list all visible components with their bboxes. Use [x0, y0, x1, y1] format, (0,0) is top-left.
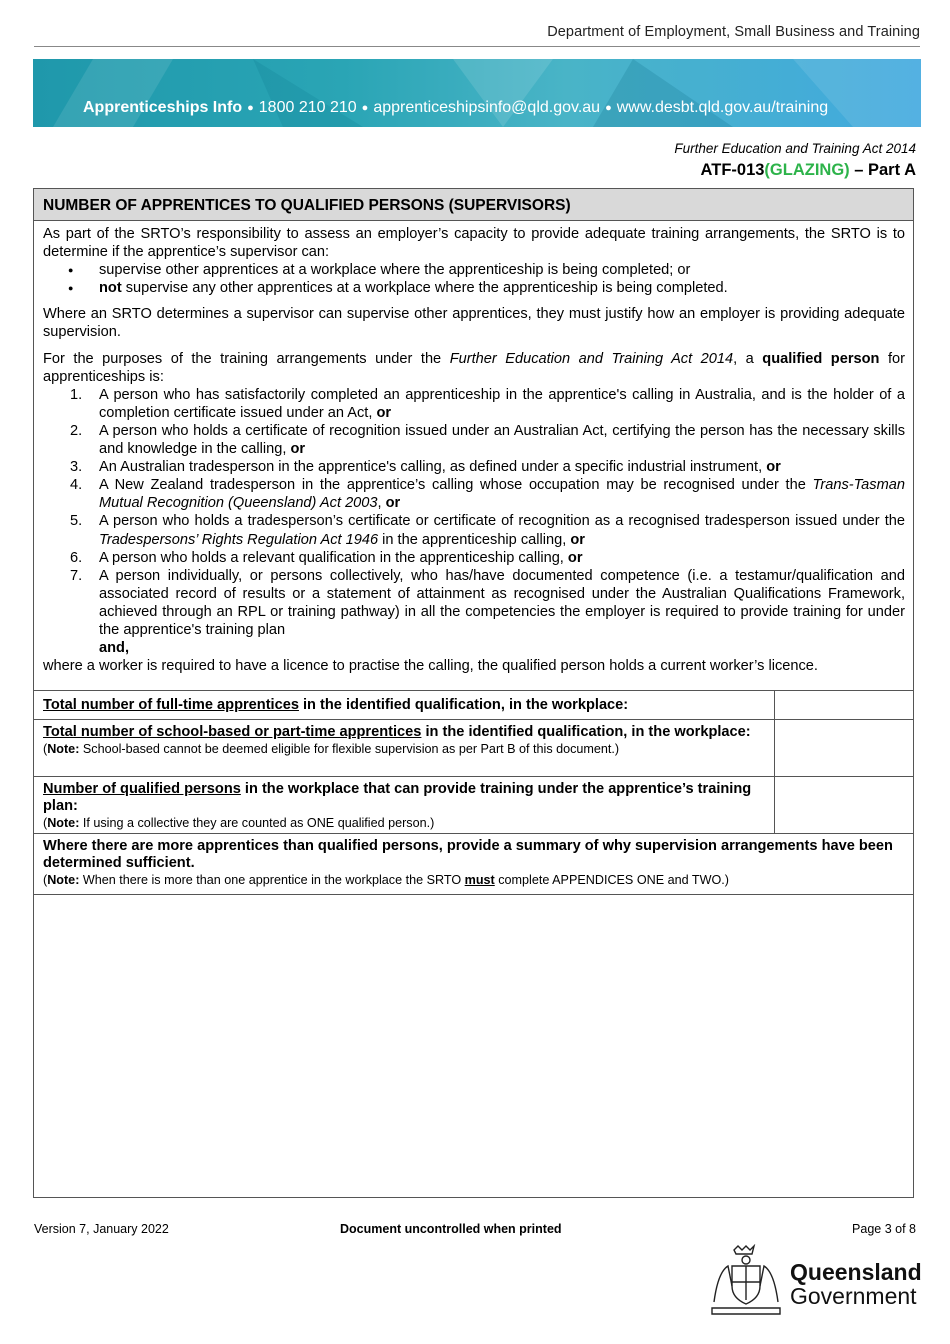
contact-banner [33, 59, 921, 127]
list-item: 3. An Australian tradesperson in the apprentice's calling, as defined under a specific industrial instrument, or [70, 459, 781, 476]
summary-question: Where there are more apprentices than qualified persons, provide a summary of why supervision arrangements have been determined sufficient. (Note: When there is more than one apprentice in the workplace the SRTO must complete APPENDICES ONE and TWO.) [43, 838, 893, 887]
bullet-item: ● not supervise any other apprentices at a workplace where the apprenticeship is being completed. [43, 279, 905, 297]
qualified-persons-answer-field[interactable] [774, 777, 913, 833]
banner-website[interactable]: www.desbt.qld.gov.au/training [616, 99, 829, 116]
act-title: Further Education and Training Act 2014 [674, 141, 916, 156]
list-item: 7. A person individually, or persons collectively, who has/have documented competence (i.e. a testamur/qualification and associated record of results or a statement of attainment as recognised under the Australian Qualifications Framework, achieved through an RPL or training pathway) in all the competencies the employer is required to provide training for under the apprentice's training plan and, [70, 567, 905, 657]
intro-paragraph: As part of the SRTO’s responsibility to assess an employer’s capacity to provide adequate training arrangements, the SRTO is to determine if the apprentice’s supervisor can: [43, 226, 905, 261]
department-name: Department of Employment, Small Business and Training [547, 24, 920, 40]
fulltime-question: Total number of full-time apprentices in the identified qualification, in the workplace: [43, 697, 629, 713]
section-body [43, 225, 905, 675]
list-item: 5. A person who holds a tradesperson’s certificate or certificate of recognition as a recognised tradesperson issued under the Tradespersons’ Rights Regulation Act 1946 in the apprenticeship calling, or [70, 513, 905, 548]
banner-phone[interactable]: 1800 210 210 [258, 99, 357, 116]
supervision-section [33, 188, 914, 1198]
page-number: Page 3 of 8 [852, 1222, 916, 1236]
form-part: – Part A [849, 161, 916, 179]
list-item: 2. A person who holds a certificate of recognition issued under an Australian Act, certifying the person has the necessary skills and knowledge in the calling, or [70, 422, 905, 458]
logo-line2: Government [790, 1283, 917, 1309]
supervision-options [43, 261, 905, 297]
list-item: 4. A New Zealand tradesperson in the apprentice’s calling whose occupation may be recognised under the Trans-Tasman Mutual Recognition (Queensland) Act 2003, or [70, 477, 905, 512]
qualified-persons-row [34, 776, 913, 833]
logo-line1: Queensland [790, 1259, 922, 1285]
form-trade: (GLAZING) [764, 161, 850, 179]
parttime-answer-field[interactable] [774, 720, 913, 776]
qualified-person-intro: For the purposes of the training arrangements under the Further Education and Training Act 2014, a qualified person for apprenticeships is: [43, 350, 905, 385]
version-label: Version 7, January 2022 [34, 1222, 169, 1236]
header-rule [34, 46, 920, 47]
justification-paragraph: Where an SRTO determines a supervisor can supervise other apprentices, they must justify how an employer is providing adequate supervision. [43, 306, 905, 341]
parttime-question: Total number of school-based or part-time apprentices in the identified qualification, in the workplace: (Note: School-based cannot be deemed eligible for flexible supervision as per Part B of this document.) [43, 724, 751, 756]
fulltime-answer-field[interactable] [774, 691, 913, 719]
section-title: NUMBER OF APPRENTICES TO QUALIFIED PERSONS (SUPERVISORS) [34, 189, 913, 221]
licence-paragraph: where a worker is required to have a licence to practise the calling, the qualified person holds a current worker’s licence. [43, 658, 818, 675]
bullet-item: ● supervise other apprentices at a workplace where the apprenticeship is being completed; or [43, 261, 905, 279]
list-item: 1. A person who has satisfactorily completed an apprenticeship in the apprentice's calling in Australia, and is the holder of a completion certificate issued under an Act, or [70, 386, 905, 421]
form-identifier [701, 161, 916, 180]
parttime-apprentices-row [34, 719, 913, 776]
qualified-persons-question: Number of qualified persons in the workplace that can provide training under the apprentice’s training plan: (Note: If using a collective they are counted as ONE qualified person.) [43, 781, 752, 830]
form-id: ATF-013 [700, 161, 765, 179]
logo-wordmark [790, 1260, 922, 1308]
fulltime-apprentices-row [34, 690, 913, 719]
summary-answer-area[interactable] [34, 894, 913, 1197]
uncontrolled-notice: Document uncontrolled when printed [340, 1222, 562, 1236]
banner-title: Apprenticeships Info [83, 99, 243, 116]
qualified-person-list [43, 386, 905, 657]
queensland-government-logo [706, 1244, 922, 1318]
list-item: 6. A person who holds a relevant qualification in the apprenticeship calling, or [70, 549, 583, 566]
banner-contact-line: Apprenticeships Info ● 1800 210 210 ● apprenticeshipsinfo@qld.gov.au ● www.desbt.qld.gov.au/training [83, 99, 829, 116]
summary-question-row [34, 833, 913, 894]
banner-email[interactable]: apprenticeshipsinfo@qld.gov.au [373, 99, 601, 116]
coat-of-arms-icon [706, 1244, 786, 1318]
